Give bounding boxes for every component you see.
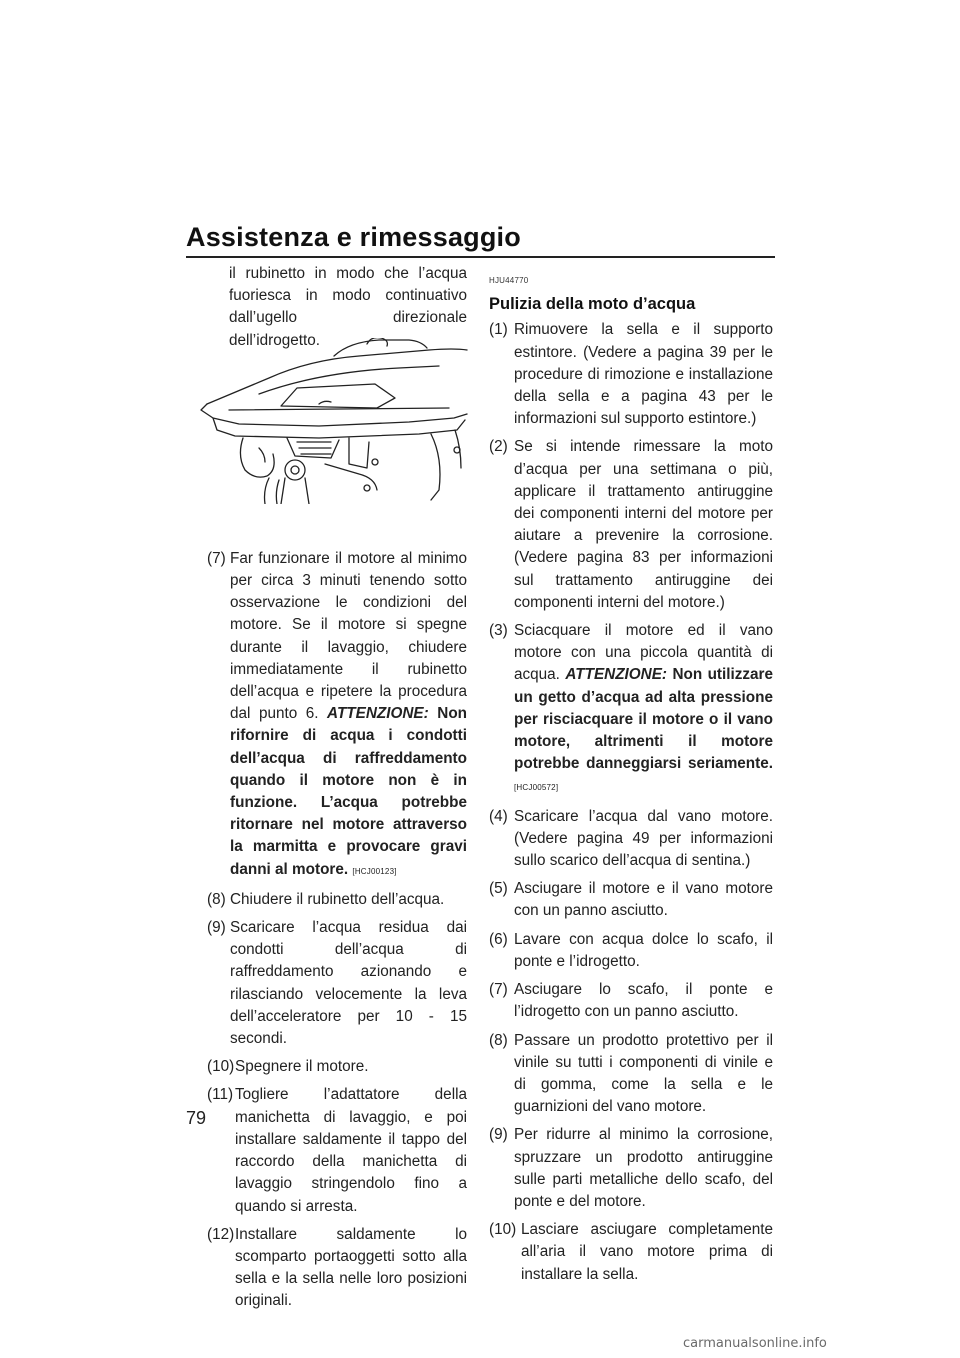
caution-code: [HCJ00572]: [514, 783, 559, 793]
caution-text: Non utilizzare un getto d’acqua ad alta pressione per risciacquare il motore o il vano motore, altrimenti il motore potrebbe danneggiarsi seriamente.: [514, 666, 774, 773]
continued-text: il rubinetto in modo che l’acqua fuoriesca in modo continuativo dall’ugello direzionale dell’idrogetto.: [229, 265, 467, 349]
step-text: Chiudere il rubinetto dell’acqua.: [230, 890, 445, 908]
step-text: Scaricare l’acqua dal vano motore. (Vedere pagina 49 per informazioni sullo scarico dell’acqua di sentina.): [514, 807, 773, 870]
step-text: Lavare con acqua dolce lo scafo, il ponte e l’idrogetto.: [514, 930, 773, 970]
step-9: [207, 917, 467, 1050]
step-2: [489, 436, 773, 614]
step-text: Se si intende rimessare la moto d’acqua per una settimana o più, applicare il trattamento antiruggine dei componenti interni del motore per aiutare a prevenire la corrosione. (Vedere pagina 83 per informazioni sul trattamento antiruggine dei componenti interni del motore.): [514, 438, 773, 611]
step-9: [489, 1124, 773, 1213]
step-text: Asciugare il motore e il vano motore con un panno asciutto.: [514, 880, 773, 920]
step-text: Scaricare l’acqua residua dai condotti dell’acqua di raffreddamento azionando e rilasciando velocemente la leva dell’acceleratore per 10 - 15 secondi.: [230, 919, 467, 1048]
step-3: [489, 620, 773, 800]
page-number: 79: [186, 1108, 207, 1128]
step-number: (10): [489, 1221, 517, 1239]
step-10: [207, 1056, 467, 1078]
step-text: Per ridurre al minimo la corrosione, spruzzare un prodotto antiruggine sulle parti metalliche dello scafo, del ponte e del motore.: [514, 1126, 773, 1210]
step-1: [489, 319, 773, 430]
watercraft-illustration: [199, 338, 469, 504]
step-number: (9): [207, 919, 226, 937]
step-number: (3): [489, 622, 508, 640]
page-title: Assistenza e rimessaggio: [186, 222, 521, 252]
step-8: [489, 1030, 773, 1119]
caution-text: Non rifornire di acqua i condotti dell’acqua di raffreddamento quando il motore non è in funzione. L’acqua potrebbe ritornare nel motore attraverso la marmitta e provocare gravi danni al motore.: [230, 705, 468, 878]
step-12: [207, 1224, 467, 1313]
section-code: HJU44770: [489, 276, 529, 285]
step-number: (7): [489, 981, 508, 999]
step-text: Togliere l’adattatore della manichetta di lavaggio, e poi installare saldamente il tappo del raccordo della manichetta di lavaggio stringendolo fino a quando si arresta.: [235, 1086, 467, 1215]
step-number: (12): [207, 1225, 235, 1243]
step-number: (9): [489, 1126, 508, 1144]
step-7: [489, 979, 773, 1023]
step-number: (7): [207, 549, 226, 567]
caution-code: [HCJ00123]: [352, 866, 397, 876]
step-text: Passare un prodotto protettivo per il vinile su tutti i componenti di vinile e di gomma, come la sella e le guarnizioni del vano motore.: [514, 1031, 773, 1116]
caution-label: ATTENZIONE:: [565, 666, 668, 684]
step-text: Sciacquare il motore ed il vano motore con una piccola quantità di acqua.: [514, 622, 773, 684]
step-number: (1): [489, 321, 508, 339]
step-text: Installare saldamente lo scomparto portaoggetti sotto alla sella e la sella nelle loro posizioni originali.: [235, 1225, 467, 1310]
step-5: [489, 878, 773, 922]
step-text: Rimuovere la sella e il supporto estintore. (Vedere a pagina 39 per le procedure di rimozione e installazione della sella e a pagina 43 per le informazioni sul supporto estintore.): [514, 321, 773, 428]
step-text: Asciugare lo scafo, il ponte e l’idrogetto con un panno asciutto.: [514, 981, 773, 1021]
step-4: [489, 806, 773, 873]
step-text: Spegnere il motore.: [235, 1058, 369, 1076]
step-7: [207, 548, 467, 883]
step-number: (11): [207, 1086, 234, 1104]
step-10: [489, 1219, 773, 1286]
step-11: [207, 1084, 467, 1217]
step-number: (4): [489, 807, 508, 825]
section-title: Pulizia della moto d’acqua: [489, 295, 696, 314]
step-8: [207, 889, 467, 911]
step-number: (5): [489, 880, 508, 898]
step-6: [489, 929, 773, 973]
step-number: (8): [489, 1031, 508, 1049]
step-text: Far funzionare il motore al minimo per circa 3 minuti tenendo sotto osservazione le condizioni del motore. Se il motore si spegne durante il lavaggio, chiudere immediatamente il rubinetto dell’acqua e ripetere la procedura dal punto 6.: [230, 549, 467, 723]
step-number: (6): [489, 930, 508, 948]
step-number: (8): [207, 890, 226, 908]
caution-label: ATTENZIONE:: [327, 705, 429, 723]
title-rule: [186, 256, 775, 258]
step-number: (10): [207, 1058, 235, 1076]
watermark[interactable]: carmanualsonline.info: [683, 1336, 827, 1351]
step-number: (2): [489, 438, 508, 456]
right-column: [489, 270, 773, 1292]
step-text: Lasciare asciugare completamente all’aria il vano motore prima di installare la sella.: [521, 1221, 773, 1283]
